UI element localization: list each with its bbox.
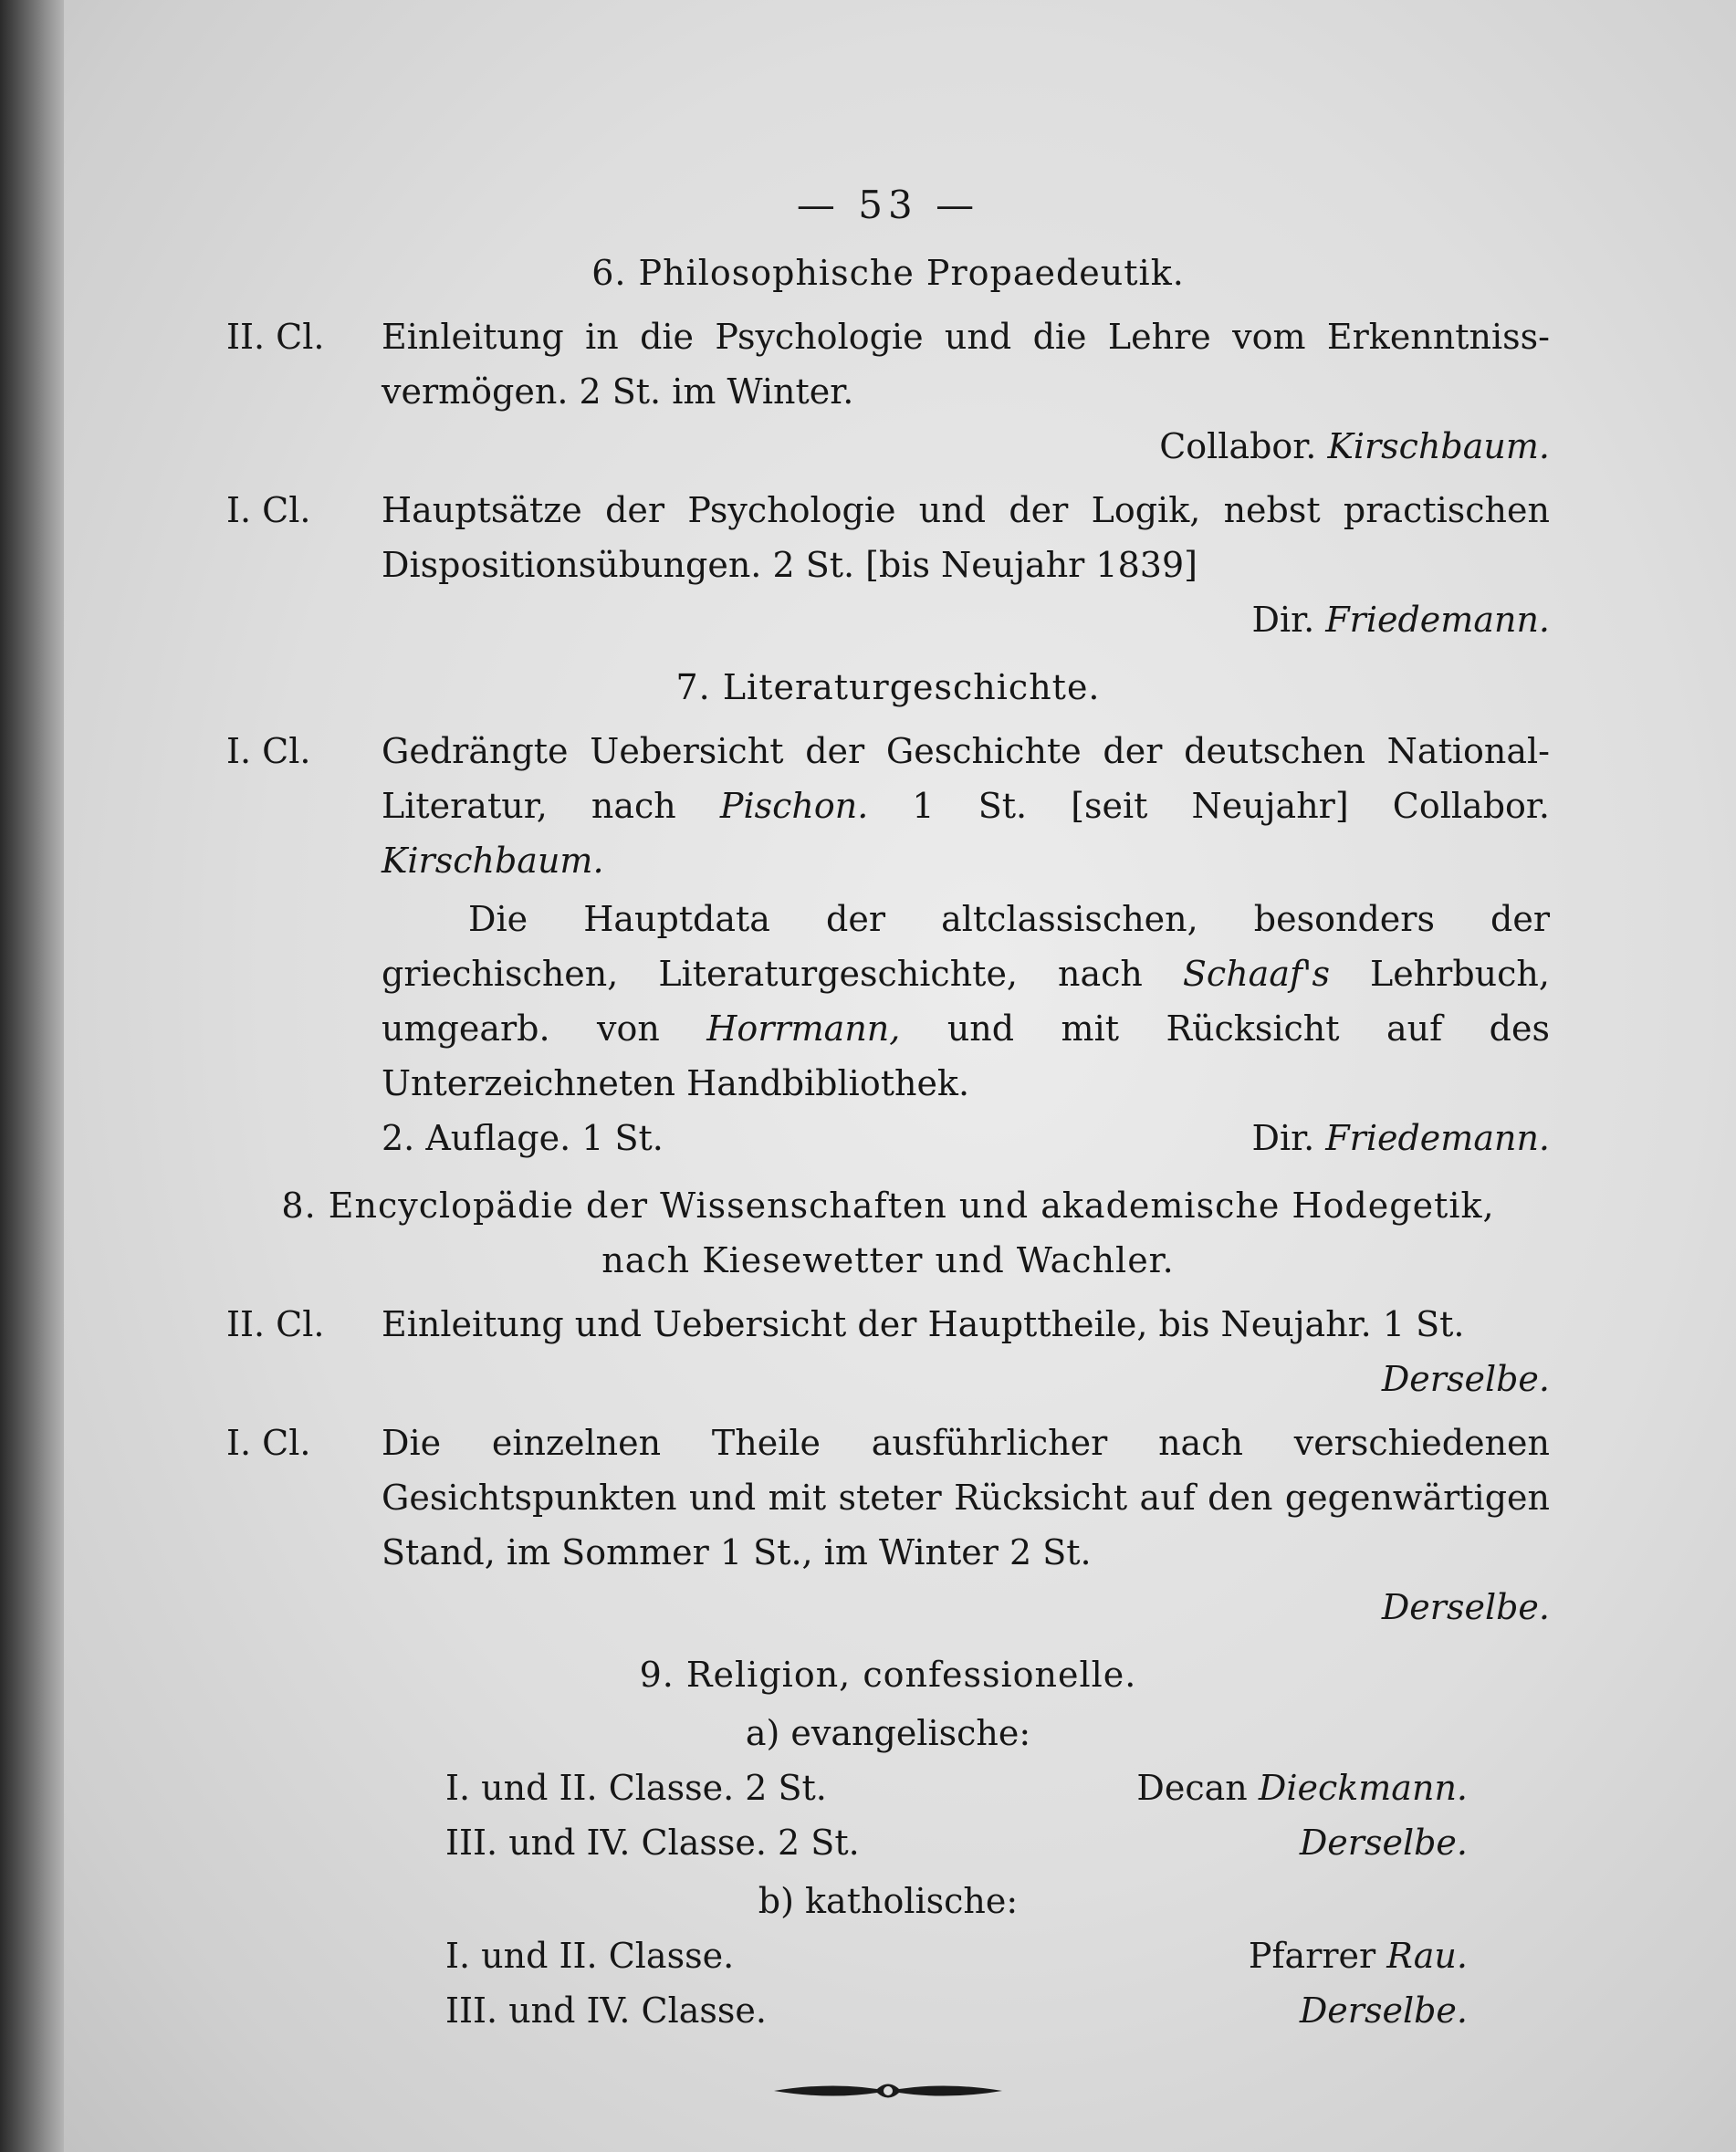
section-heading: 6. Philosophische Propaedeutik. (591, 253, 1185, 293)
section-heading: 8. Encyclopädie der Wissenschaften und akademische Hodegetik, nach Kiesewetter und Wachler. (281, 1186, 1495, 1280)
teacher-name: Derselbe. (1381, 1587, 1550, 1627)
course-text: Einleitung in die Psychologie und die Lehre vom Erkenntniss- vermögen. 2 St. im Winter. (382, 317, 1550, 412)
teacher-name: Rau. (1386, 1936, 1468, 1976)
religion-row (226, 1815, 1550, 1870)
teacher-line (382, 1352, 1550, 1406)
teacher-name: Kirschbaum. (382, 841, 604, 881)
religion-row (226, 1983, 1550, 2038)
course-entry (226, 1416, 1550, 1635)
course-entry (226, 483, 1550, 647)
class-label: II. Cl. (226, 317, 325, 357)
ornament-icon (769, 2077, 1007, 2105)
teacher-name: Dieckmann. (1258, 1768, 1468, 1808)
class-label: I. und II. Classe. 2 St. (445, 1768, 827, 1808)
course-entry (226, 309, 1550, 474)
teacher-line (1300, 1983, 1468, 2038)
editor-name: Horrmann, (706, 1008, 901, 1049)
page-text (226, 178, 1550, 2120)
teacher-line (1249, 1928, 1468, 1983)
teacher-line (1252, 1111, 1551, 1165)
book-author: Schaaf's (1182, 954, 1330, 994)
edition-text: 2. Auflage. 1 St. (382, 1118, 664, 1158)
paragraph-text-a: Die Hauptdata der altclassischen, besonders der griechischen, Literaturgeschichte, nach (382, 899, 1550, 994)
religion-row (226, 1760, 1550, 1815)
teacher-title: Dir. (1251, 600, 1315, 640)
teacher-line (1300, 1815, 1468, 1870)
teacher-name: Kirschbaum. (1327, 426, 1550, 466)
teacher-title: Collabor. (1392, 786, 1550, 826)
class-label: I. Cl. (226, 490, 311, 530)
teacher-line (382, 419, 1550, 474)
paragraph-footer (226, 1111, 1550, 1165)
section-heading: 7. Literaturgeschichte. (675, 667, 1101, 707)
teacher-name: Derselbe. (1299, 1990, 1468, 2031)
course-text-b: 1 St. [seit Neujahr] (912, 786, 1349, 826)
religion-row (226, 1928, 1550, 1983)
teacher-title: Collabor. (1159, 426, 1317, 466)
course-text: Hauptsätze der Psychologie und der Logik, nebst practischen Dispositionsübungen. 2 St. [bis Neujahr 1839] (382, 490, 1550, 585)
course-text: Einleitung und Uebersicht der Haupttheile, bis Neujahr. 1 St. (382, 1304, 1465, 1344)
class-label: I. Cl. (226, 1423, 311, 1463)
course-paragraph (226, 892, 1550, 1111)
teacher-title: Decan (1136, 1768, 1248, 1808)
class-label: I. Cl. (226, 731, 311, 771)
teacher-line (382, 1580, 1550, 1635)
subsection-heading: b) katholische: (758, 1881, 1019, 1921)
book-gutter-shadow (0, 0, 64, 2152)
course-text (382, 724, 1550, 888)
teacher-line (1136, 1760, 1468, 1815)
teacher-title: Pfarrer (1248, 1936, 1376, 1976)
class-label: III. und IV. Classe. 2 St. (445, 1823, 860, 1863)
course-entry (226, 724, 1550, 888)
page-number: — 53 — (796, 183, 980, 227)
teacher-name: Derselbe. (1381, 1359, 1550, 1399)
paragraph-text-c: und mit Rücksicht auf des Unterzeichneten Handbibliothek. (382, 1008, 1550, 1103)
subsection-heading: a) evangelische: (745, 1713, 1031, 1753)
class-label: II. Cl. (226, 1304, 325, 1344)
paragraph-text-b: Lehrbuch, umgearb. von (382, 954, 1550, 1049)
class-label: III. und IV. Classe. (445, 1990, 767, 2031)
course-entry (226, 1297, 1550, 1406)
course-text-a: Gedrängte Uebersicht der Geschichte der deutschen National-Literatur, nach (382, 731, 1550, 826)
teacher-name: Friedemann. (1325, 1118, 1550, 1158)
book-page (64, 0, 1736, 2152)
class-label: I. und II. Classe. (445, 1936, 735, 1976)
course-text: Die einzelnen Theile ausführlicher nach verschiedenen Gesichtspunkten und mit steter Rücksicht auf den gegenwärtigen Stand, im Sommer 1 St., im Winter 2 St. (382, 1423, 1550, 1572)
section-heading: 9. Religion, confessionelle. (639, 1655, 1137, 1695)
decorative-rule (226, 2065, 1550, 2120)
teacher-title: Dir. (1251, 1118, 1315, 1158)
teacher-line (382, 592, 1550, 647)
author-name: Pischon. (719, 786, 869, 826)
teacher-name: Derselbe. (1299, 1823, 1468, 1863)
teacher-name: Friedemann. (1325, 600, 1550, 640)
